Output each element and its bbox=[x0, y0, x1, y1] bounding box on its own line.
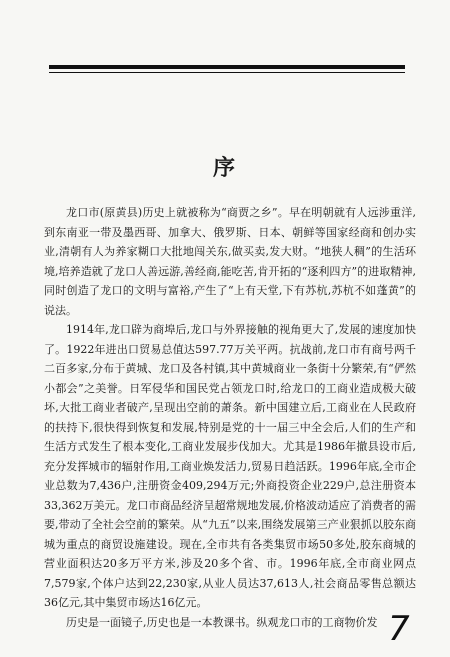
page-title: 序 bbox=[212, 155, 237, 181]
header-rule-thin bbox=[49, 72, 405, 73]
page-number: 7 bbox=[388, 609, 410, 649]
paragraph-2: 1914年,龙口辟为商埠后,龙口与外界接触的视角更大了,发展的速度加快了。1922年进出口贸易总值达597.77万关平两。抗战前,龙口市有商号两千二百多家,分布于黄城、龙口及各村镇,其中黄城商业一条街十分繁荣,有“俨然小都会”之美誉。日军侵华和国民党占领龙口时,给龙口的工商业造成极大破坏,大批工商业者破产,呈现出空前的萧条。新中国建立后,工商业在人民政府的扶持下,很快得到恢复和发展,特别是党的十一届三中全会后,人们的生产和生活方式发生了根本变化,工商业发展步伐加大。尤其是1986年撤县设市后,充分发挥城市的辐射作用,工商业焕发活力,贸易日趋活跃。1996年底,全市企业总数为7,436户,注册资金409,294万元;外商投资企业229户,总注册资本33,362万美元。龙口市商品经济呈超常规地发展,价格波动适应了消费者的需要,带动了全社会空前的繁荣。从“九五”以来,围绕发展第三产业狠抓以胶东商城为重点的商贸设施建设。现在,全市共有各类集贸市场50多处,胶东商城的营业面积达20多万平方米,涉及20多个省、市。1996年底,全市商业网点7,579家,个体户达到22,230家,从业人员达37,613人,社会商品零售总额达36亿元,其中集贸市场达16亿元。 bbox=[44, 323, 416, 609]
paragraph-3: 历史是一面镜子,历史也是一本教课书。纵观龙口市的工商物价发 bbox=[66, 615, 378, 629]
body-text bbox=[44, 203, 416, 632]
header-rule-thick bbox=[49, 65, 405, 69]
paragraph-1: 龙口市(原黄县)历史上就被称为“商贾之乡”。早在明朝就有人远涉重洋,到东南亚一带及墨西哥、加拿大、俄罗斯、日本、朝鲜等国家经商和创办实业,清朝有人为养家糊口大批地闯关东,做买卖,发大财。“地狭人稠”的生活环境,培养造就了龙口人善远游,善经商,能吃苦,肯开拓的“逐利四方”的进取精神,同时创造了龙口的文明与富裕,产生了“上有天堂,下有苏杭,苏杭不如蓬黄”的说法。 bbox=[44, 206, 416, 317]
